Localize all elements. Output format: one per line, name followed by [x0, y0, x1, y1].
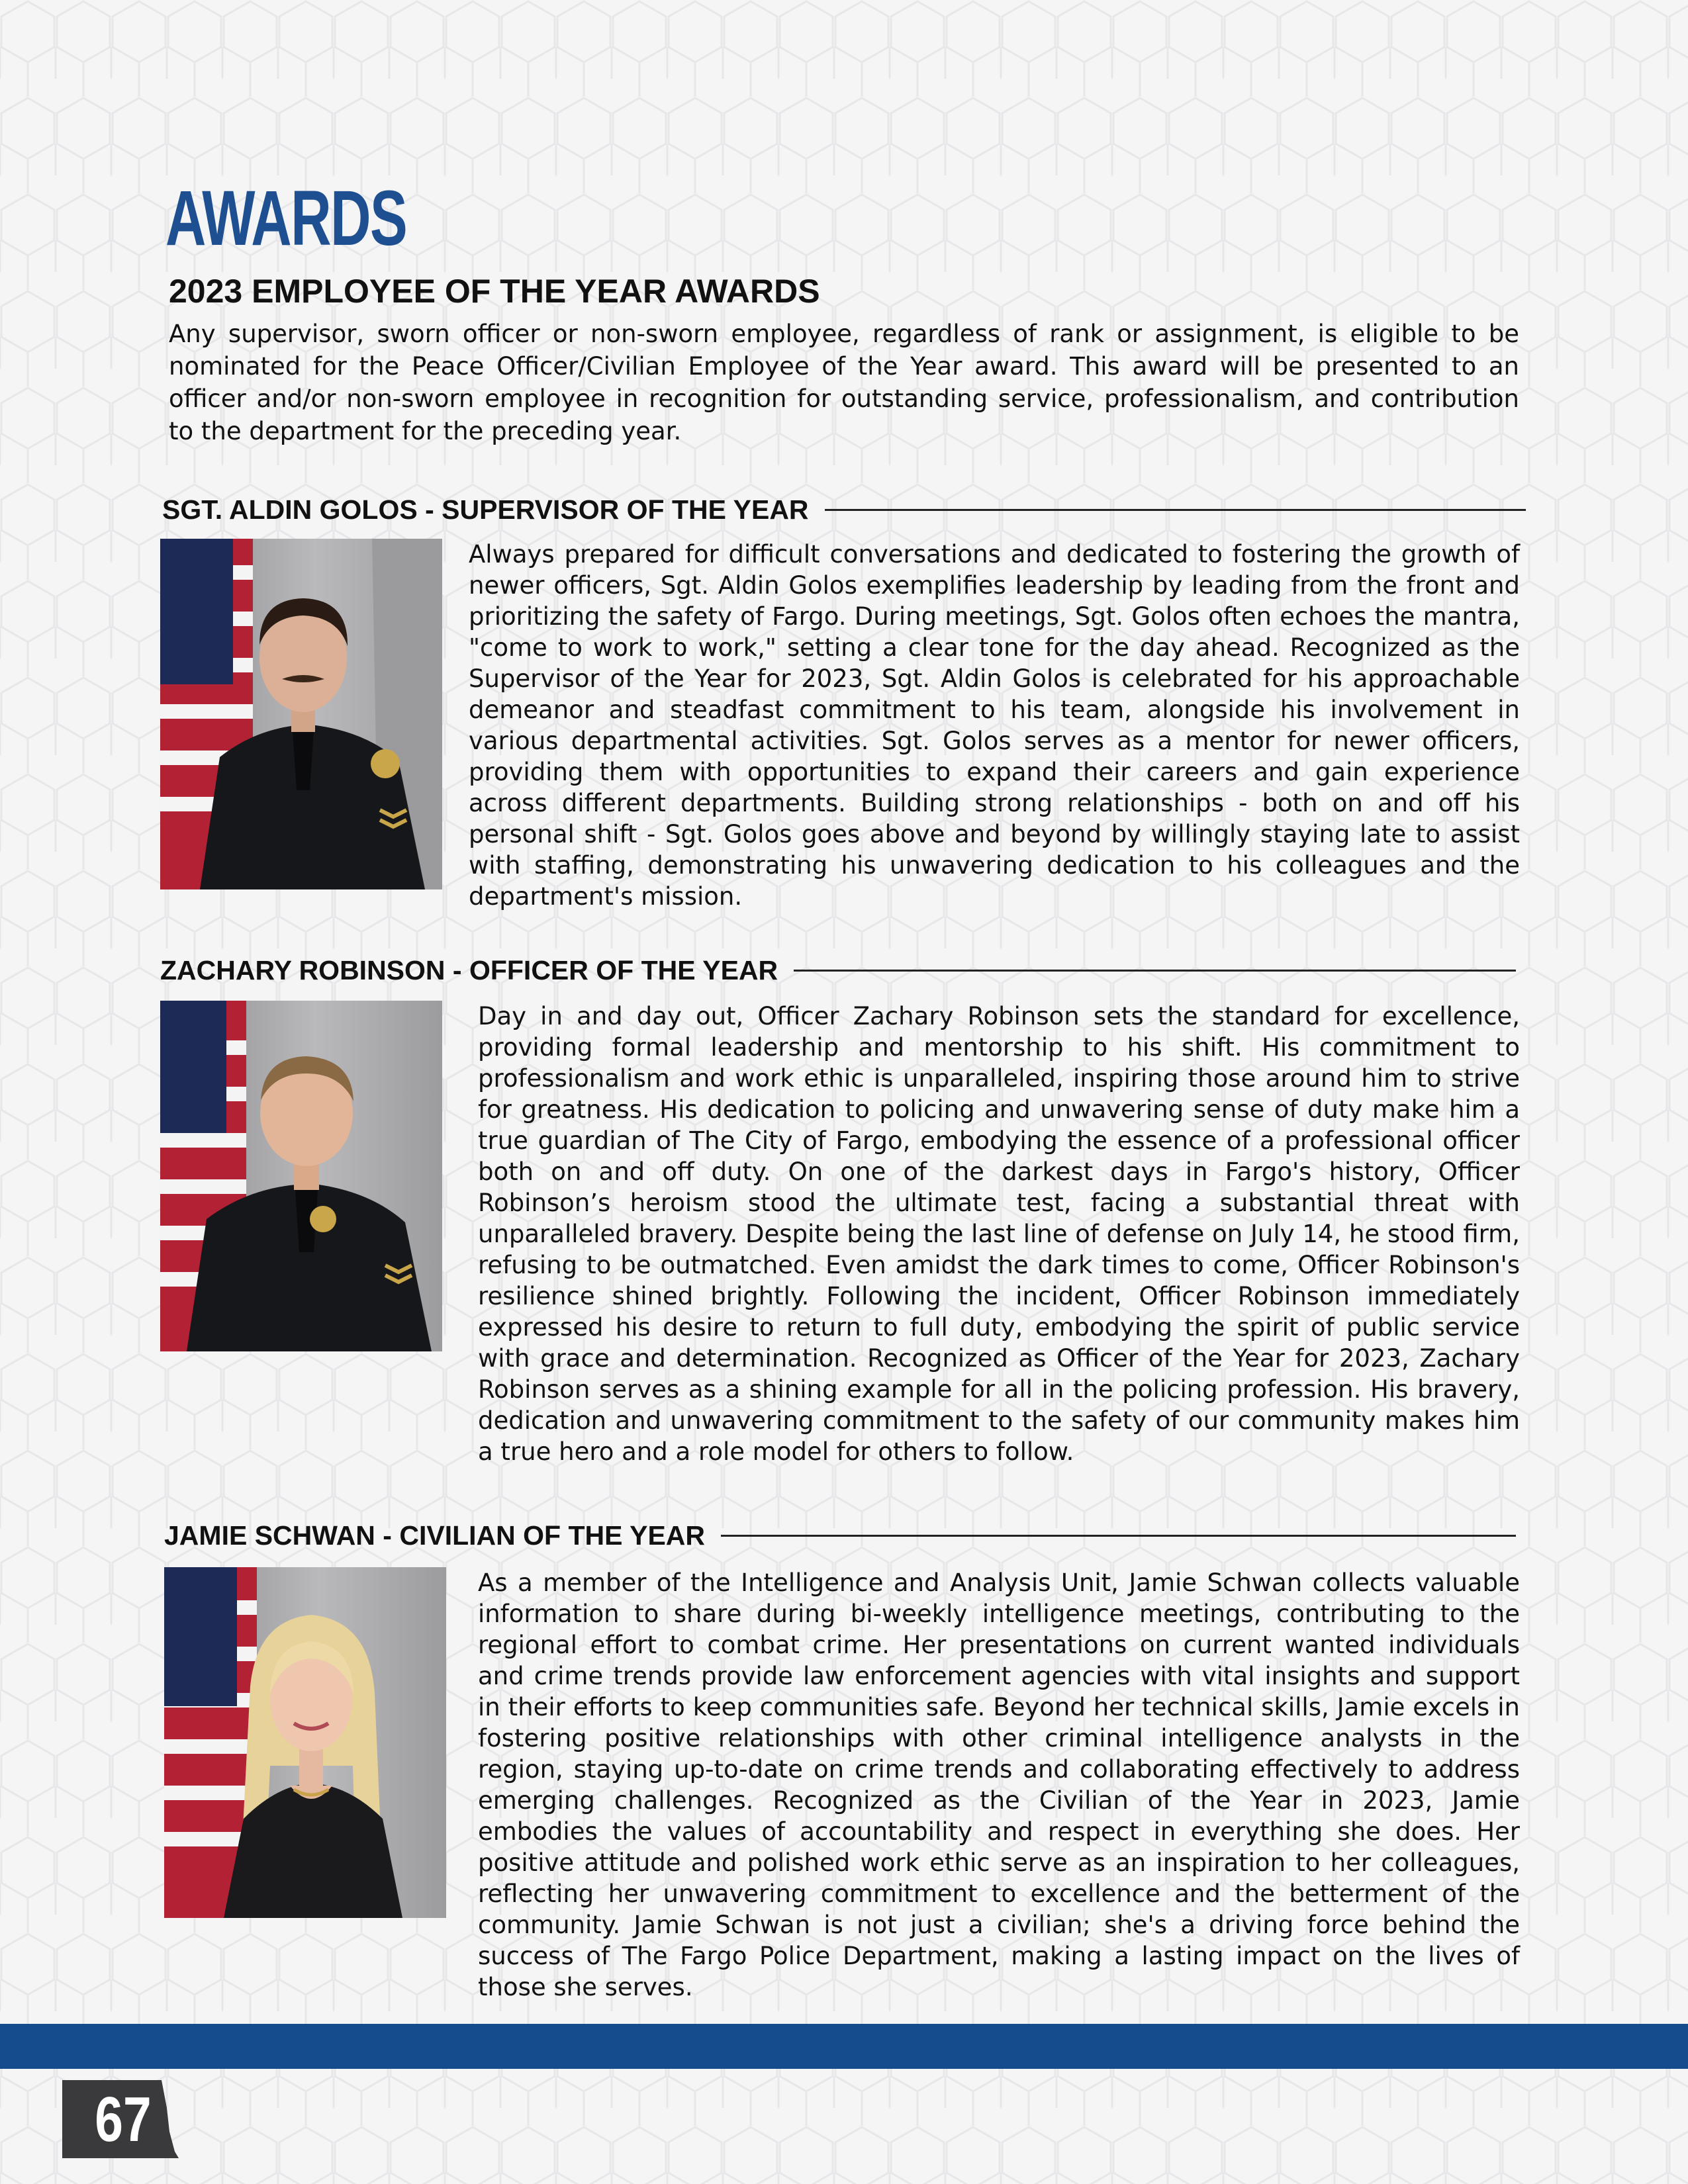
award-title: SGT. ALDIN GOLOS - SUPERVISOR OF THE YEAR: [162, 494, 809, 525]
heading-rule: [825, 509, 1526, 511]
page-heading: 2023 EMPLOYEE OF THE YEAR AWARDS: [169, 273, 820, 310]
footer-band: [0, 2024, 1688, 2069]
award-title: ZACHARY ROBINSON - OFFICER OF THE YEAR: [160, 955, 778, 985]
heading-rule: [721, 1535, 1516, 1537]
intro-paragraph: Any supervisor, sworn officer or non-sworn employee, regardless of rank or assignment, is eligible to be nominated for the Peace Officer/Civilian Employee of the Year award. This award will be presented to an officer and/or non-sworn employee in recognition for outstanding service, professionalism, and contribution to the department for the preceding year.: [169, 320, 1519, 445]
award-bio-officer: Day in and day out, Officer Zachary Robinson sets the standard for excellence, providing formal leadership and mentorship to his shift. His commitment to professionalism and work ethic is unparalleled, inspiring those around him to strive for greatness. His dedication to policing and unwavering sense of duty make him a true guardian of The City of Fargo, embodying the essence of a professional officer both on and off duty. On one of the darkest days in Fargo's history, Officer Robinson’s heroism stood the ultimate test, facing a substantial threat with unparalleled bravery. Despite being the last line of defense on July 14, he stood firm, refusing to be outmatched. Even amidst the dark times to come, Officer Robinson's resilience shined brightly. Following the incident, Officer Robinson immediately expressed his desire to return to full duty, embodying the spirit of public service with grace and determination. Recognized as Officer of the Year for 2023, Zachary Robinson serves as a shining example for all in the policing profession. His bravery, dedication and unwavering commitment to the safety of our community makes him a true hero and a role model for others to follow.: [478, 1002, 1520, 1466]
award-heading-supervisor: [162, 490, 1526, 529]
heading-rule: [794, 970, 1516, 972]
award-heading-officer: [160, 950, 1516, 990]
portrait-photo-robinson: [160, 1001, 442, 1351]
award-bio-supervisor: Always prepared for difficult conversations and dedicated to fostering the growth of newer officers, Sgt. Aldin Golos exemplifies leadership by leading from the front and prioritizing the safety of Fargo. During meetings, Sgt. Golos often echoes the mantra, "come to work to work," setting a clear tone for the day ahead. Recognized as the Supervisor of the Year for 2023, Sgt. Aldin Golos is celebrated for his approachable demeanor and steadfast commitment to his team, alongside his involvement in various departmental activities. Sgt. Golos serves as a mentor for newer officers, providing them with opportunities to expand their careers and gain experience across different departments. Building strong relationships - both on and off his personal shift - Sgt. Golos goes above and beyond by willingly staying late to assist with staffing, demonstrating his unwavering dedication to his colleagues and the department's mission.: [469, 540, 1520, 911]
page-number: 67: [95, 2084, 152, 2155]
section-title: AWARDS: [165, 175, 407, 262]
portrait-photo-golos: [160, 539, 442, 889]
page-number-badge: [62, 2080, 188, 2160]
award-title: JAMIE SCHWAN - CIVILIAN OF THE YEAR: [164, 1520, 706, 1551]
award-bio-civilian: As a member of the Intelligence and Analysis Unit, Jamie Schwan collects valuable information to share during bi-weekly intelligence meetings, contributing to the regional effort to combat crime. Her presentations on current wanted individuals and crime trends provide law enforcement agencies with vital insights and support in their efforts to keep communities safe. Beyond her technical skills, Jamie excels in fostering positive relationships with other criminal intelligence analysts in the region, staying up-to-date on crime trends and collaborating effectively to address emerging challenges. Recognized as the Civilian of the Year in 2023, Jamie embodies the values of accountability and respect in everything she does. Her positive attitude and polished work ethic serve as an inspiration to her colleagues, reflecting her unwavering commitment to excellence and the betterment of the community. Jamie Schwan is not just a civilian; she's a driving force behind the success of The Fargo Police Department, making a lasting impact on the lives of those she serves.: [478, 1569, 1520, 2001]
portrait-photo-schwan: [164, 1567, 446, 1918]
award-heading-civilian: [164, 1516, 1516, 1555]
